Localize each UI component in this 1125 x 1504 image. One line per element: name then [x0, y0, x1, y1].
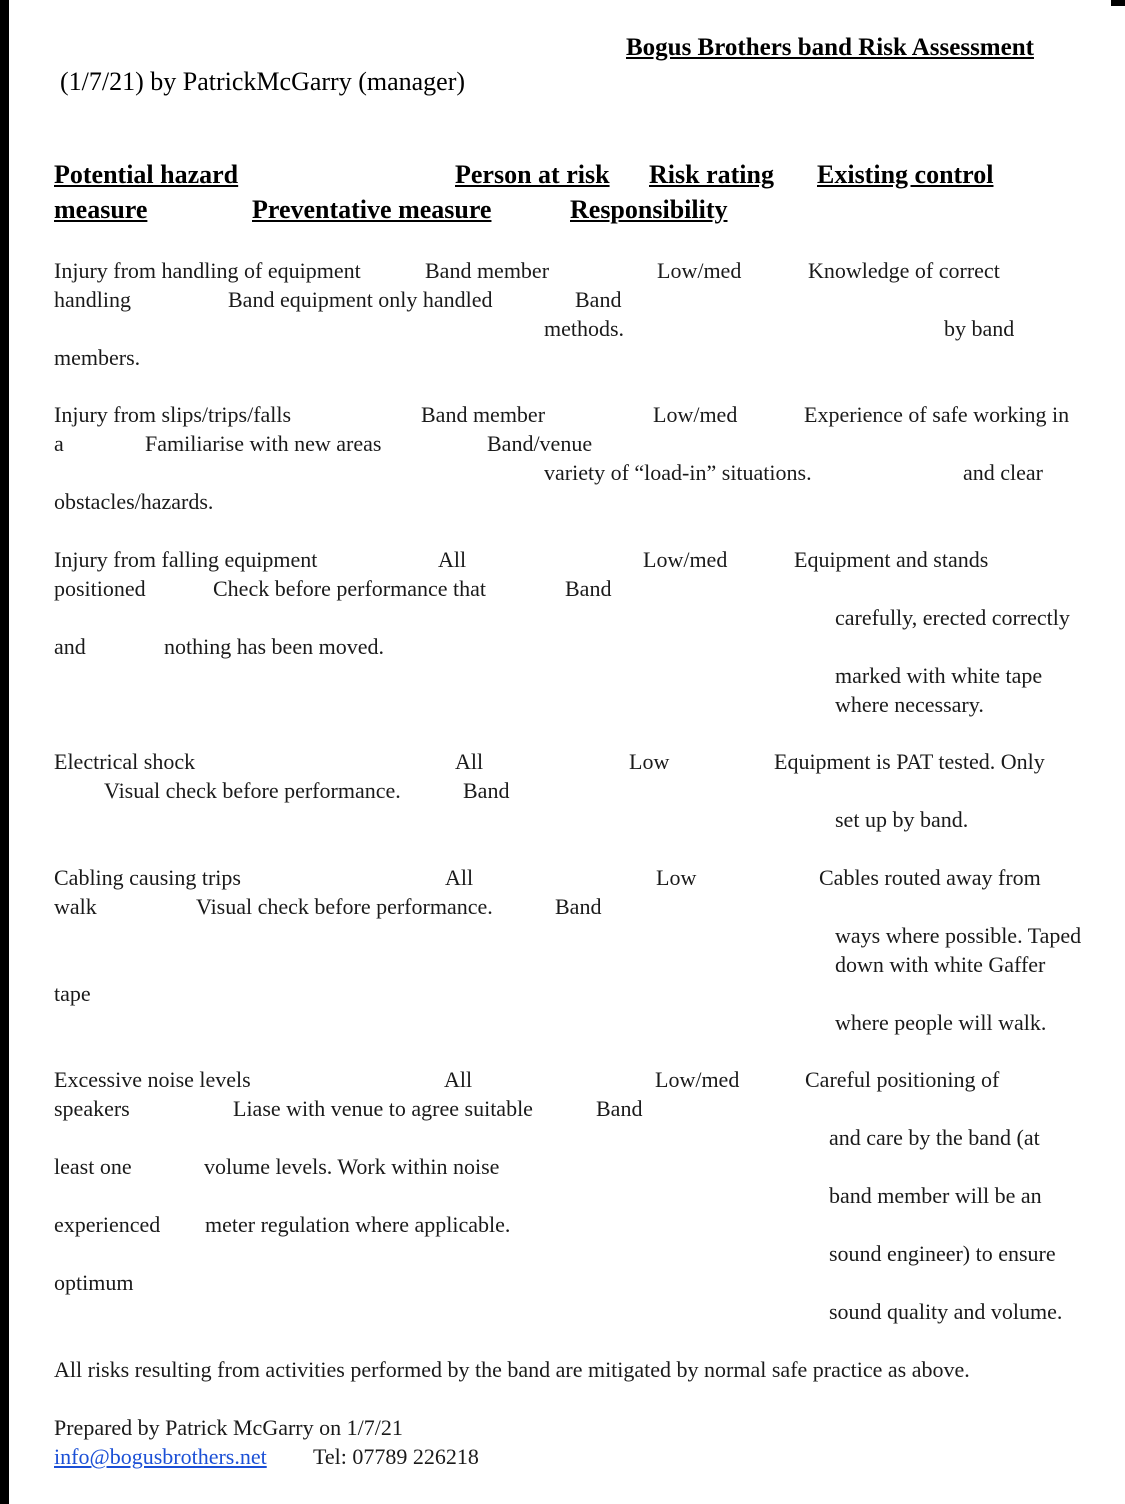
row1-control-line1: Knowledge of correct [808, 258, 1000, 283]
row1-control-line2: handling [54, 287, 131, 312]
row3-control-line6: where necessary. [835, 692, 984, 717]
row5-control-line2: walk [54, 894, 97, 919]
prepared-by: Prepared by Patrick McGarry on 1/7/21 [54, 1415, 403, 1440]
header-responsibility: Responsibility [570, 195, 728, 224]
row6-control-line8: optimum [54, 1270, 134, 1295]
row2-control-line2: a [54, 431, 64, 456]
row2-responsibility: Band/venue [487, 431, 593, 456]
row6-hazard: Excessive noise levels [54, 1067, 251, 1092]
row6-control-line5: band member will be an [829, 1183, 1042, 1208]
row6-control-line3: and care by the band (at [829, 1125, 1040, 1150]
top-right-corner [1111, 0, 1125, 6]
row2-preventative-line3: obstacles/hazards. [54, 489, 214, 514]
row4-control-line1: Equipment is PAT tested. Only [774, 749, 1045, 774]
row1-preventative-line2: by band [944, 316, 1015, 341]
row6-responsibility: Band [596, 1096, 643, 1121]
row4-rating: Low [629, 749, 670, 774]
row4-control-line2: set up by band. [835, 807, 969, 832]
row6-control-line7: sound engineer) to ensure [829, 1241, 1056, 1266]
row3-control-line1: Equipment and stands [794, 547, 989, 572]
header-existing-control: Existing control [817, 160, 994, 189]
row6-control-line9: sound quality and volume. [829, 1299, 1063, 1324]
telephone: Tel: 07789 226218 [313, 1444, 479, 1469]
row2-preventative-line1: Familiarise with new areas [145, 431, 382, 456]
row5-control-line1: Cables routed away from [819, 865, 1041, 890]
row4-preventative-line1: Visual check before performance. [104, 778, 401, 803]
row3-control-line5: marked with white tape [835, 663, 1043, 688]
email-link[interactable]: info@bogusbrothers.net [54, 1444, 267, 1469]
row5-control-line4: down with white Gaffer [835, 952, 1046, 977]
row5-control-line3: ways where possible. Taped [835, 923, 1082, 948]
summary-statement: All risks resulting from activities performed by the band are mitigated by normal safe practice as above. [54, 1357, 970, 1382]
row5-preventative-line1: Visual check before performance. [196, 894, 493, 919]
header-risk-rating: Risk rating [649, 160, 774, 189]
row1-hazard: Injury from handling of equipment [54, 258, 361, 283]
row3-control-line2: positioned [54, 576, 146, 601]
row1-preventative-line1: Band equipment only handled [228, 287, 493, 312]
row5-person: All [445, 865, 474, 890]
row4-person: All [455, 749, 484, 774]
header-person-at-risk: Person at risk [455, 160, 610, 189]
row6-rating: Low/med [655, 1067, 740, 1092]
row4-responsibility: Band [463, 778, 510, 803]
row6-control-line4: least one [54, 1154, 132, 1179]
row2-hazard: Injury from slips/trips/falls [54, 402, 292, 427]
row3-control-line4: and [54, 634, 86, 659]
row5-control-line5: tape [54, 981, 91, 1006]
row6-preventative-line3: meter regulation where applicable. [205, 1212, 511, 1237]
row3-preventative-line2: nothing has been moved. [164, 634, 384, 659]
row6-preventative-line1: Liase with venue to agree suitable [233, 1096, 533, 1121]
header-measure: measure [54, 195, 148, 224]
row1-rating: Low/med [657, 258, 742, 283]
row5-control-line6: where people will walk. [835, 1010, 1047, 1035]
row3-hazard: Injury from falling equipment [54, 547, 318, 572]
row1-responsibility: Band [575, 287, 622, 312]
row3-control-line3: carefully, erected correctly [835, 605, 1070, 630]
row2-preventative-line2: and clear [963, 460, 1043, 485]
row2-control-line3: variety of “load-in” situations. [544, 460, 812, 485]
row4-hazard: Electrical shock [54, 749, 196, 774]
row5-rating: Low [656, 865, 697, 890]
header-preventative-measure: Preventative measure [252, 195, 492, 224]
row1-person: Band member [425, 258, 550, 283]
row5-hazard: Cabling causing trips [54, 865, 241, 890]
row6-control-line2: speakers [54, 1096, 130, 1121]
row3-responsibility: Band [565, 576, 612, 601]
row6-control-line6: experienced [54, 1212, 161, 1237]
row6-person: All [444, 1067, 473, 1092]
row2-control-line1: Experience of safe working in [804, 402, 1070, 427]
row5-responsibility: Band [555, 894, 602, 919]
row6-preventative-line2: volume levels. Work within noise [204, 1154, 500, 1179]
row1-control-line3: methods. [544, 316, 625, 341]
row6-control-line1: Careful positioning of [805, 1067, 1000, 1092]
row2-rating: Low/med [653, 402, 738, 427]
row1-control-line4: members. [54, 345, 141, 370]
document-subtitle: (1/7/21) by PatrickMcGarry (manager) [60, 67, 466, 96]
left-edge-border [0, 0, 9, 1504]
row2-person: Band member [421, 402, 546, 427]
row3-preventative-line1: Check before performance that [213, 576, 487, 601]
row3-person: All [438, 547, 467, 572]
header-potential-hazard: Potential hazard [54, 160, 239, 189]
document-title: Bogus Brothers band Risk Assessment [626, 34, 1034, 61]
row3-rating: Low/med [643, 547, 728, 572]
